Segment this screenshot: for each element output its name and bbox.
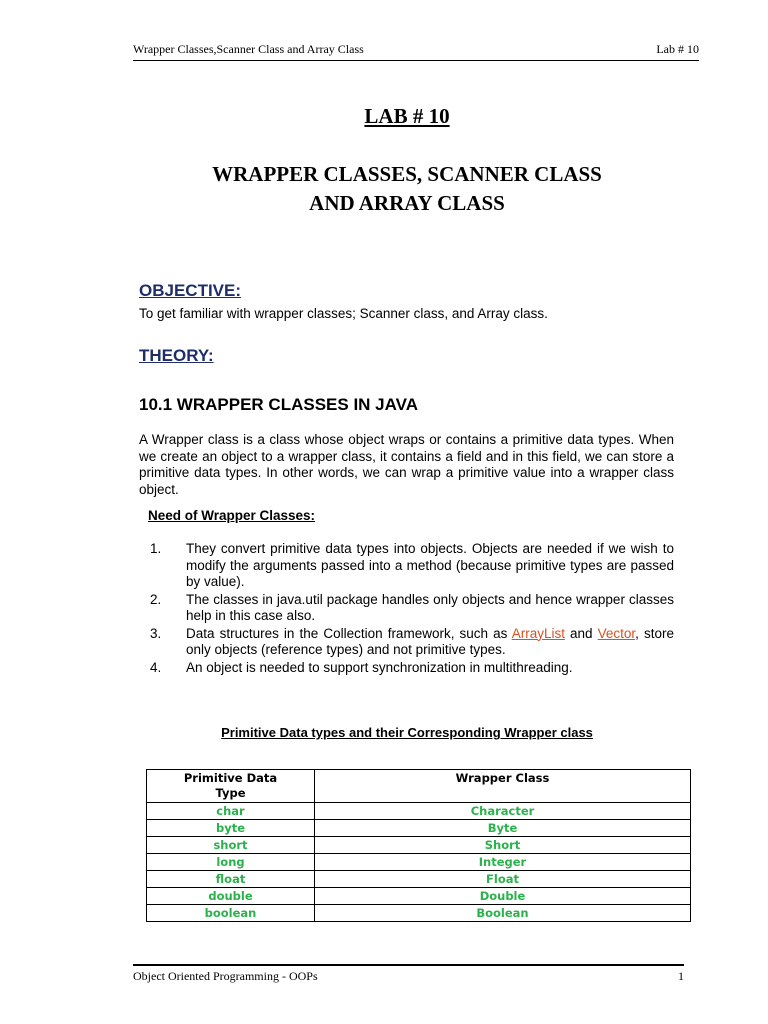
objective-text: To get familiar with wrapper classes; Scanner class, and Array class. xyxy=(139,306,548,321)
list-item-text-part: and xyxy=(564,625,598,641)
wrapper-cell: Character xyxy=(315,803,691,820)
primitive-cell: boolean xyxy=(147,905,315,922)
table-row xyxy=(147,888,691,905)
table-row xyxy=(147,854,691,871)
need-list xyxy=(150,541,674,677)
objective-heading: OBJECTIVE: xyxy=(139,281,242,300)
footer-left: Object Oriented Programming - OOPs xyxy=(133,969,318,983)
table-row xyxy=(147,837,691,854)
list-item-number: 2. xyxy=(150,591,162,607)
section-title: 10.1 WRAPPER CLASSES IN JAVA xyxy=(139,395,418,414)
primitive-cell: short xyxy=(147,837,315,854)
list-item xyxy=(150,626,674,659)
wrapper-class-table xyxy=(146,769,691,922)
wrapper-cell: Double xyxy=(315,888,691,905)
table-caption: Primitive Data types and their Corresponding Wrapper class xyxy=(221,725,593,740)
list-item xyxy=(150,541,674,591)
table-header-row xyxy=(147,770,691,803)
list-item-text xyxy=(186,626,674,659)
lab-title: LAB # 10 xyxy=(364,104,450,128)
main-title xyxy=(0,160,768,218)
primitive-cell: byte xyxy=(147,820,315,837)
list-item-text: They convert primitive data types into objects. Objects are needed if we wish to modify the arguments passed into a method (because primitive types are passed by value). xyxy=(186,541,674,589)
table-header-primitive xyxy=(147,770,315,803)
main-title-line-1: WRAPPER CLASSES, SCANNER CLASS xyxy=(212,162,602,186)
wrapper-cell: Byte xyxy=(315,820,691,837)
table-row xyxy=(147,871,691,888)
section-paragraph: A Wrapper class is a class whose object wraps or contains a primitive data types. When we create an object to a wrapper class, it contains a field and in this field, we can store a primitive data types. In other words, we can wrap a primitive value into a wrapper class object. xyxy=(139,432,674,497)
table-row xyxy=(147,820,691,837)
wrapper-cell: Boolean xyxy=(315,905,691,922)
list-item-number: 4. xyxy=(150,659,162,675)
table-header-wrapper: Wrapper Class xyxy=(315,770,691,803)
list-item xyxy=(150,660,674,677)
table-header-primitive-text: Primitive Data Type xyxy=(183,771,278,800)
header-right: Lab # 10 xyxy=(656,42,699,56)
list-item xyxy=(150,592,674,625)
list-item-text: The classes in java.util package handles only objects and hence wrapper classes help in this case also. xyxy=(186,591,674,623)
arraylist-link[interactable]: ArrayList xyxy=(511,625,565,641)
table-row xyxy=(147,803,691,820)
wrapper-cell: Short xyxy=(315,837,691,854)
primitive-cell: double xyxy=(147,888,315,905)
theory-heading: THEORY: xyxy=(139,346,214,365)
list-item-text-part: , store only objects (reference types) and not primitive types. xyxy=(186,625,675,657)
list-item-text-part: Data structures in the Collection framework, such as xyxy=(186,625,512,641)
primitive-cell: char xyxy=(147,803,315,820)
list-item-number: 3. xyxy=(150,625,162,641)
main-title-line-2: AND ARRAY CLASS xyxy=(309,191,505,215)
list-item-number: 1. xyxy=(150,541,162,556)
need-heading: Need of Wrapper Classes: xyxy=(148,508,316,523)
list-item-text: An object is needed to support synchronization in multithreading. xyxy=(186,659,573,675)
page-header xyxy=(133,42,699,61)
primitive-cell: long xyxy=(147,854,315,871)
wrapper-cell: Float xyxy=(315,871,691,888)
page-number: 1 xyxy=(678,969,684,983)
primitive-cell: float xyxy=(147,871,315,888)
page-footer xyxy=(133,964,684,984)
header-left: Wrapper Classes,Scanner Class and Array Class xyxy=(133,42,364,56)
table-row xyxy=(147,905,691,922)
wrapper-cell: Integer xyxy=(315,854,691,871)
vector-link[interactable]: Vector xyxy=(597,625,636,641)
